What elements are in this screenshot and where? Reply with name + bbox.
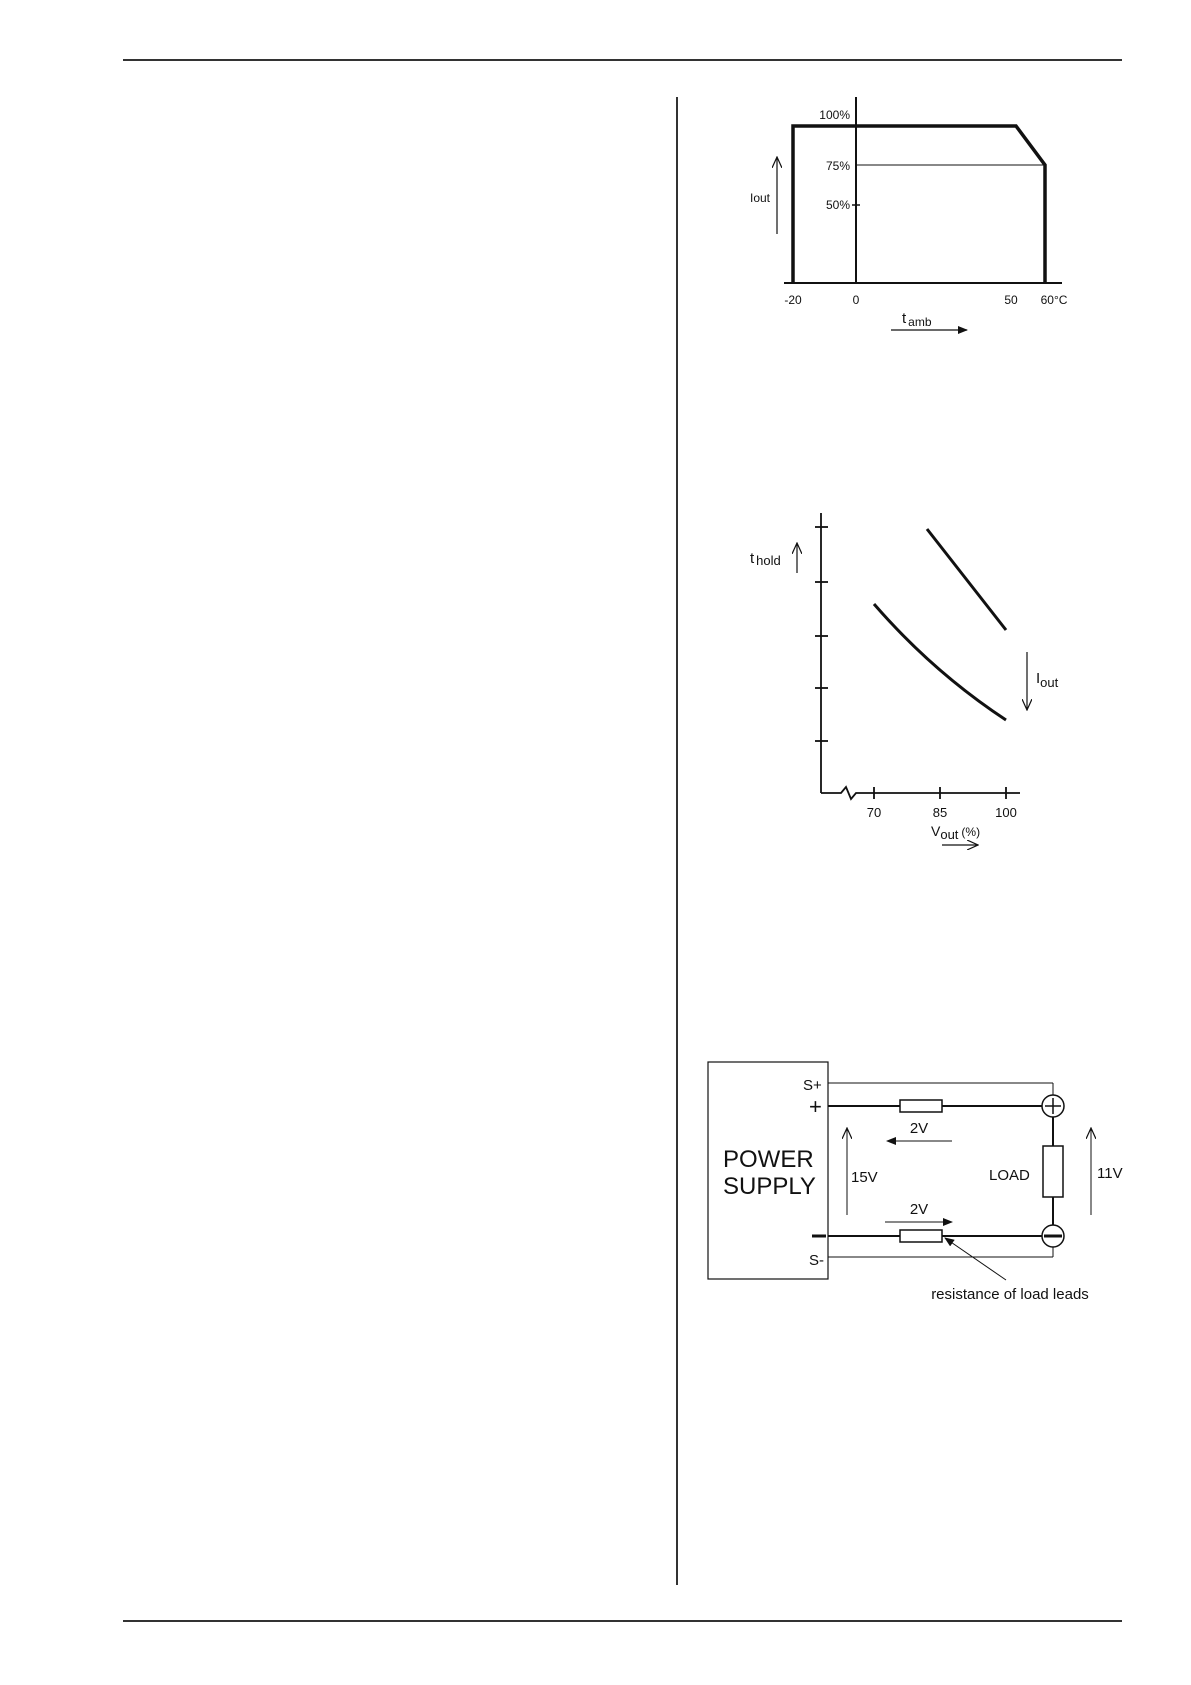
derating-x-tick-0: 0 <box>852 293 860 307</box>
derating-x-tick-60: 60°C <box>1040 293 1068 307</box>
holdup-current-label: Iout <box>1036 670 1059 690</box>
derating-y-label: Iout <box>749 191 770 205</box>
load-voltage-label: 11V <box>1097 1165 1123 1182</box>
derating-y-tick-75: 75% <box>825 159 850 173</box>
derating-x-label: t $_{amb}$ <box>902 310 932 329</box>
derating-y-tick-50: 50% <box>825 198 850 212</box>
derating-y-tick-100: 100% <box>819 108 850 122</box>
lead-note-label: resistance of load leads <box>931 1286 1089 1303</box>
power-supply-label-line2: SUPPLY <box>723 1173 816 1200</box>
load-label: LOAD <box>989 1167 1030 1184</box>
holdup-x-tick-label-85: 85 <box>932 805 948 820</box>
supply-voltage-label: 15V <box>851 1169 878 1186</box>
holdup-x-label: Vout (%) <box>931 823 981 842</box>
holdup-x-tick-label-70: 70 <box>866 805 882 820</box>
derating-x-tick-50: 50 <box>1004 293 1018 307</box>
sense-minus-label: S- <box>809 1252 824 1269</box>
drop-top-label: 2V <box>909 1120 929 1137</box>
load-resistor <box>1043 1146 1063 1197</box>
negative-lead-resistor <box>900 1230 942 1242</box>
derating-x-tick-minus20: -20 <box>784 293 802 307</box>
sense-plus-label: S+ <box>803 1077 822 1094</box>
output-plus-label: + <box>809 1094 822 1119</box>
holdup-x-tick-label-100: 100 <box>995 805 1017 820</box>
drop-bottom-label: 2V <box>909 1201 929 1218</box>
holdup-y-label: t hold <box>750 550 781 568</box>
positive-lead-resistor <box>900 1100 942 1112</box>
lead-note-pointer <box>945 1238 1006 1280</box>
power-supply-label-line1: POWER <box>723 1146 814 1173</box>
